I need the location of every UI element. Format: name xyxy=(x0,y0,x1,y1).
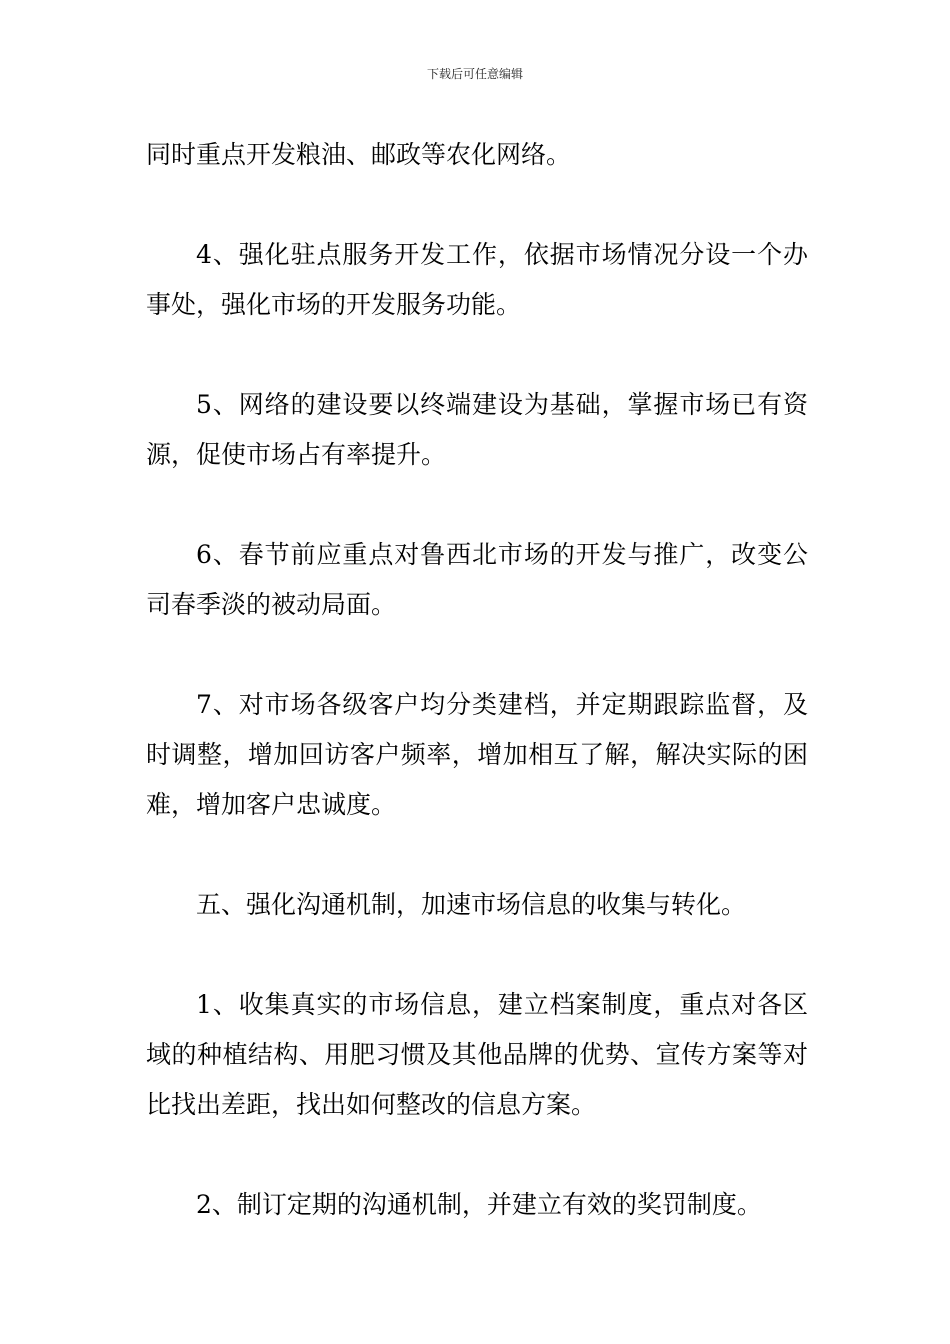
paragraph-item-5: 5、网络的建设要以终端建设为基础，掌握市场已有资源，促使市场占有率提升。 xyxy=(146,390,808,469)
paragraph-item-4: 4、强化驻点服务开发工作，依据市场情况分设一个办事处，强化市场的开发服务功能。 xyxy=(146,240,808,319)
section-heading-five: 五、强化沟通机制，加速市场信息的收集与转化。 xyxy=(196,890,747,919)
paragraph-item-6: 6、春节前应重点对鲁西北市场的开发与推广，改变公司春季淡的被动局面。 xyxy=(146,540,808,619)
paragraph-continuation: 同时重点开发粮油、邮政等农化网络。 xyxy=(146,140,572,169)
paragraph-item-2: 2、制订定期的沟通机制，并建立有效的奖罚制度。 xyxy=(196,1190,762,1219)
page-header: 下载后可任意编辑 xyxy=(426,67,523,81)
paragraph-item-1: 1、收集真实的市场信息，建立档案制度，重点对各区域的种植结构、用肥习惯及其他品牌的优势、宣传方案等对比找出差距，找出如何整改的信息方案。 xyxy=(146,990,808,1119)
paragraph-item-7: 7、对市场各级客户均分类建档，并定期跟踪监督，及时调整，增加回访客户频率，增加相互了解，解决实际的困难，增加客户忠诚度。 xyxy=(146,690,808,819)
document-body xyxy=(146,130,808,1230)
